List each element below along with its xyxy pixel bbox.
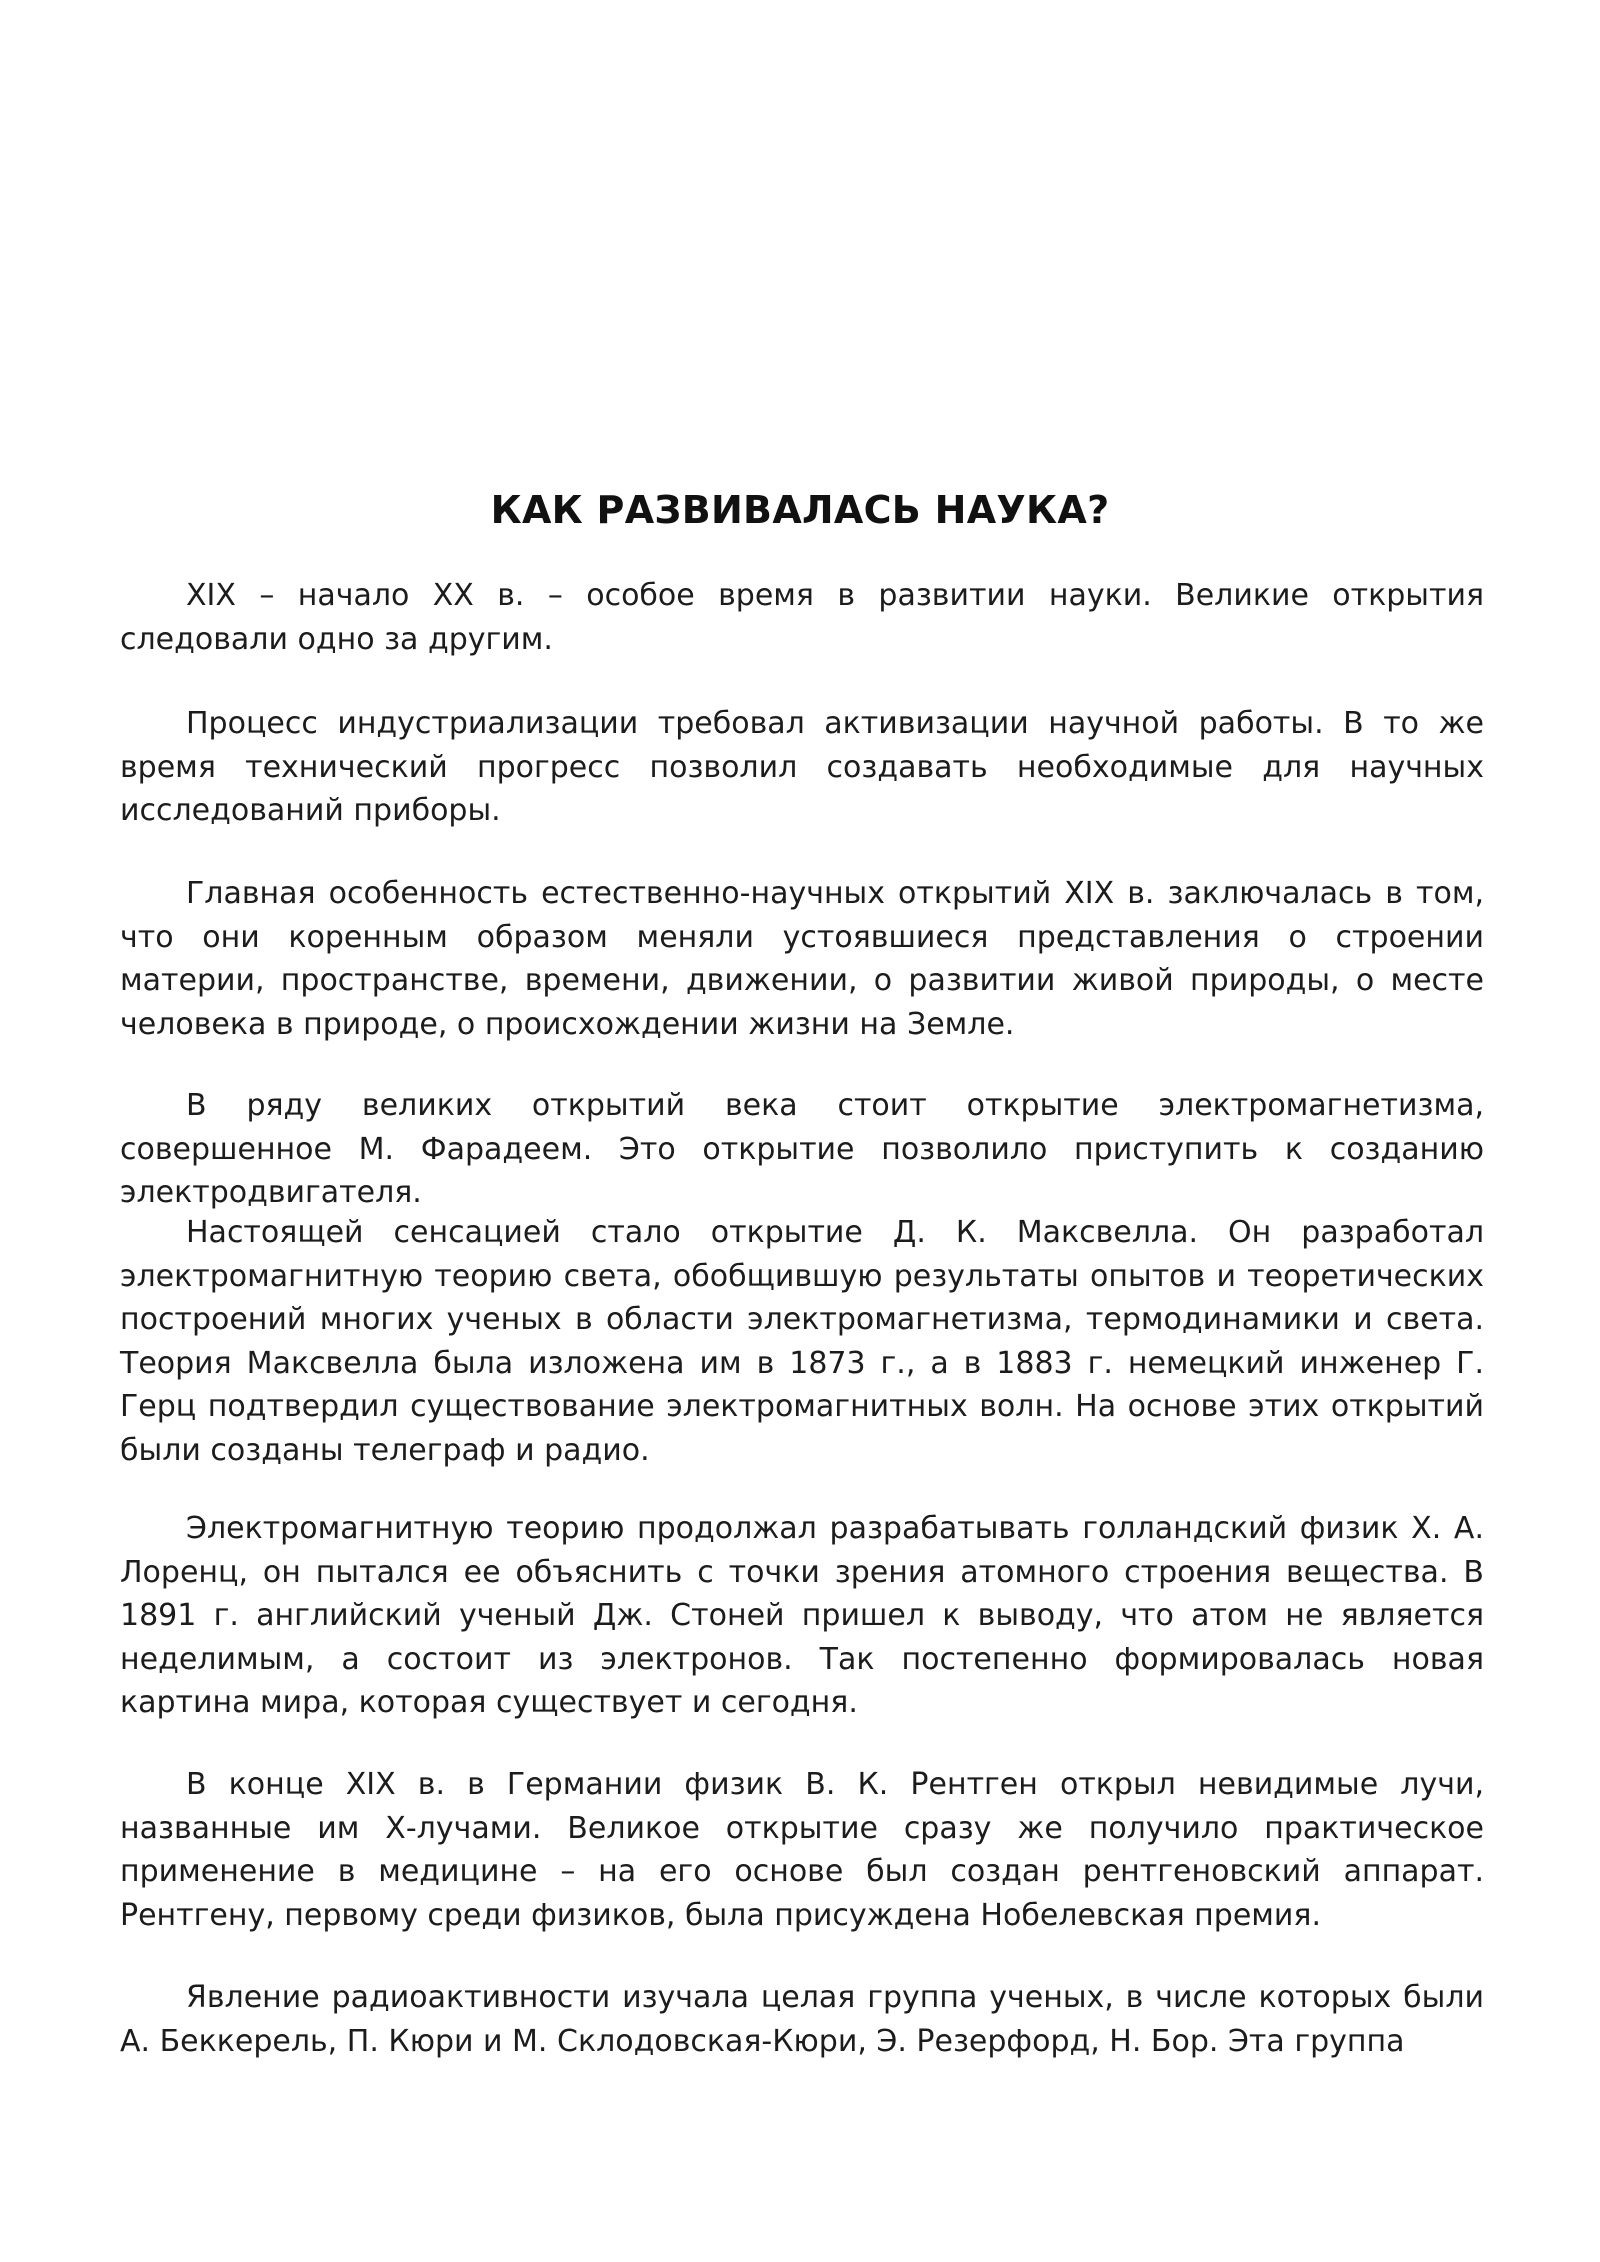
paragraph-1: XIX – начало XX в. – особое время в развитии науки. Великие открытия следовали одно за другим.: [120, 578, 1484, 657]
page-title: КАК РАЗВИВАЛАСЬ НАУКА?: [490, 488, 1110, 532]
paragraph-2: Процесс индустриализации требовал активизации научной работы. В то же время технический прогресс позволил создавать необходимые для научных исследований приборы.: [120, 706, 1484, 828]
paragraph-7: В конце XIX в. в Германии физик В. К. Рентген открыл невидимые лучи, названные им Х-лучами. Великое открытие сразу же получило практическое применение в медицине – на его основе был создан рентгеновский аппарат. Рентгену, первому среди физиков, была присуждена Нобелевская премия.: [120, 1767, 1484, 1933]
paragraph-4: В ряду великих открытий века стоит открытие электромагнетизма, совершенное М. Фарадеем. Это открытие позволило приступить к созданию электродвигателя.: [120, 1088, 1484, 1210]
paragraph-6: Электромагнитную теорию продолжал разрабатывать голландский физик Х. А. Лоренц, он пытался ее объяснить с точки зрения атомного строения вещества. В 1891 г. английский ученый Дж. Стоней пришел к выводу, что атом не является неделимым, а состоит из электронов. Так постепенно формировалась новая картина мира, которая существует и сегодня.: [120, 1511, 1484, 1720]
paragraph-8: Явление радиоактивности изучала целая группа ученых, в числе которых были А. Беккерель, П. Кюри и М. Склодовская-Кюри, Э. Резерфорд, Н. Бор. Эта группа: [120, 1980, 1484, 2059]
paragraph-5: Настоящей сенсацией стало открытие Д. К. Максвелла. Он разработал электромагнитную теорию света, обобщившую результаты опытов и теоретических построений многих ученых в области электромагнетизма, термодинамики и света. Теория Максвелла была изложена им в 1873 г., а в 1883 г. немецкий инженер Г. Герц подтвердил существование электромагнитных волн. На основе этих открытий были созданы телеграф и радио.: [120, 1215, 1484, 1468]
paragraph-3: Главная особенность естественно-научных открытий XIX в. заключалась в том, что они коренным образом меняли устоявшиеся представления о строении материи, пространстве, времени, движении, о развитии живой природы, о месте человека в природе, о происхождении жизни на Земле.: [120, 876, 1484, 1042]
